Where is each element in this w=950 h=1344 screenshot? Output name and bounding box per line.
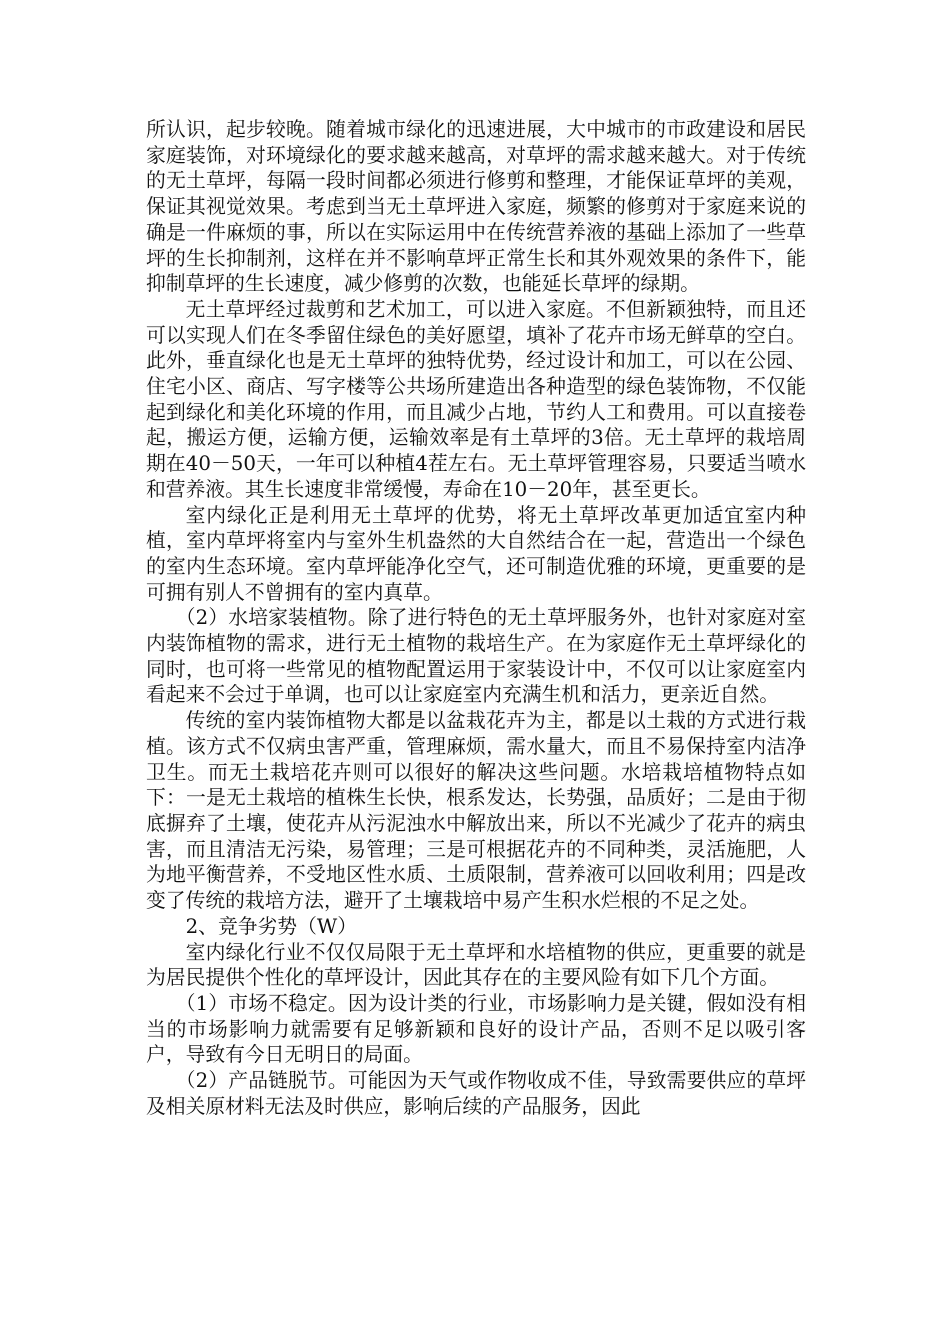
paragraph: 室内绿化正是利用无土草坪的优势，将无土草坪改革更加适宜室内种植，室内草坪将室内与室外生机盎然的大自然结合在一起，营造出一个绿色的室内生态环境。室内草坪能净化空气，还可制造优雅的环境，更重要的是可拥有别人不曾拥有的室内真草。 — [146, 503, 806, 604]
paragraph: （2）水培家装植物。除了进行特色的无土草坪服务外，也针对家庭对室内装饰植物的需求，进行无土植物的栽培生产。在为家庭作无土草坪绿化的同时，也可将一些常见的植物配置运用于家装设计中，不仅可以让家庭室内看起来不会过于单调，也可以让家庭室内充满生机和活力，更亲近自然。 — [146, 606, 806, 707]
paragraph: （1）市场不稳定。因为设计类的行业，市场影响力是关键，假如没有相当的市场影响力就需要有足够新颖和良好的设计产品，否则不足以吸引客户，导致有今日无明日的局面。 — [146, 991, 806, 1067]
section-heading: 2、竞争劣势（W） — [185, 914, 357, 938]
paragraph: 室内绿化行业不仅仅局限于无土草坪和水培植物的供应，更重要的就是为居民提供个性化的草坪设计，因此其存在的主要风险有如下几个方面。 — [146, 940, 806, 990]
paragraph: 无土草坪经过裁剪和艺术加工，可以进入家庭。不但新颖独特，而且还可以实现人们在冬季留住绿色的美好愿望，填补了花卉市场无鲜草的空白。此外，垂直绿化也是无土草坪的独特优势，经过设计和加工，可以在公园、住宅小区、商店、写字楼等公共场所建造出各种造型的绿色装饰物，不仅能起到绿化和美化环境的作用，而且减少占地，节约人工和费用。可以直接卷起，搬运方便，运输方便，运输效率是有土草坪的3倍。无土草坪的栽培周期在40－50天，一年可以种植4茬左右。无土草坪管理容易，只要适当喷水和营养液。其生长速度非常缓慢，寿命在10－20年，甚至更长。 — [146, 297, 806, 501]
paragraph: （2）产品链脱节。可能因为天气或作物收成不佳，导致需要供应的草坪及相关原材料无法及时供应，影响后续的产品服务，因此 — [146, 1069, 806, 1118]
paragraph: 传统的室内装饰植物大都是以盆栽花卉为主，都是以土栽的方式进行栽植。该方式不仅病虫害严重，管理麻烦，需水量大，而且不易保持室内洁净卫生。而无土栽培花卉则可以很好的解决这些问题。水培栽培植物特点如下：一是无土栽培的植株生长快，根系发达，长势强，品质好；二是由于彻底摒弃了土壤，使花卉从污泥浊水中解放出来，所以不光减少了花卉的病虫害，而且清洁无污染，易管理；三是可根据花卉的不同种类，灵活施肥，人为地平衡营养，不受地区性水质、土质限制，营养液可以回收利用；四是改变了传统的栽培方法，避开了土壤栽培中易产生积水烂根的不足之处。 — [146, 709, 806, 913]
paragraph: 所认识，起步较晚。随着城市绿化的迅速进展，大中城市的市政建设和居民家庭装饰，对环境绿化的要求越来越高，对草坪的需求越来越大。对于传统的无土草坪，每隔一段时间都必须进行修剪和整理，才能保证草坪的美观，保证其视觉效果。考虑到当无土草坪进入家庭，频繁的修剪对于家庭来说的确是一件麻烦的事，所以在实际运用中在传统营养液的基础上添加了一些草坪的生长抑制剂，这样在并不影响草坪正常生长和其外观效果的条件下，能抑制草坪的生长速度，减少修剪的次数，也能延长草坪的绿期。 — [146, 118, 806, 296]
document-body — [146, 117, 806, 1119]
